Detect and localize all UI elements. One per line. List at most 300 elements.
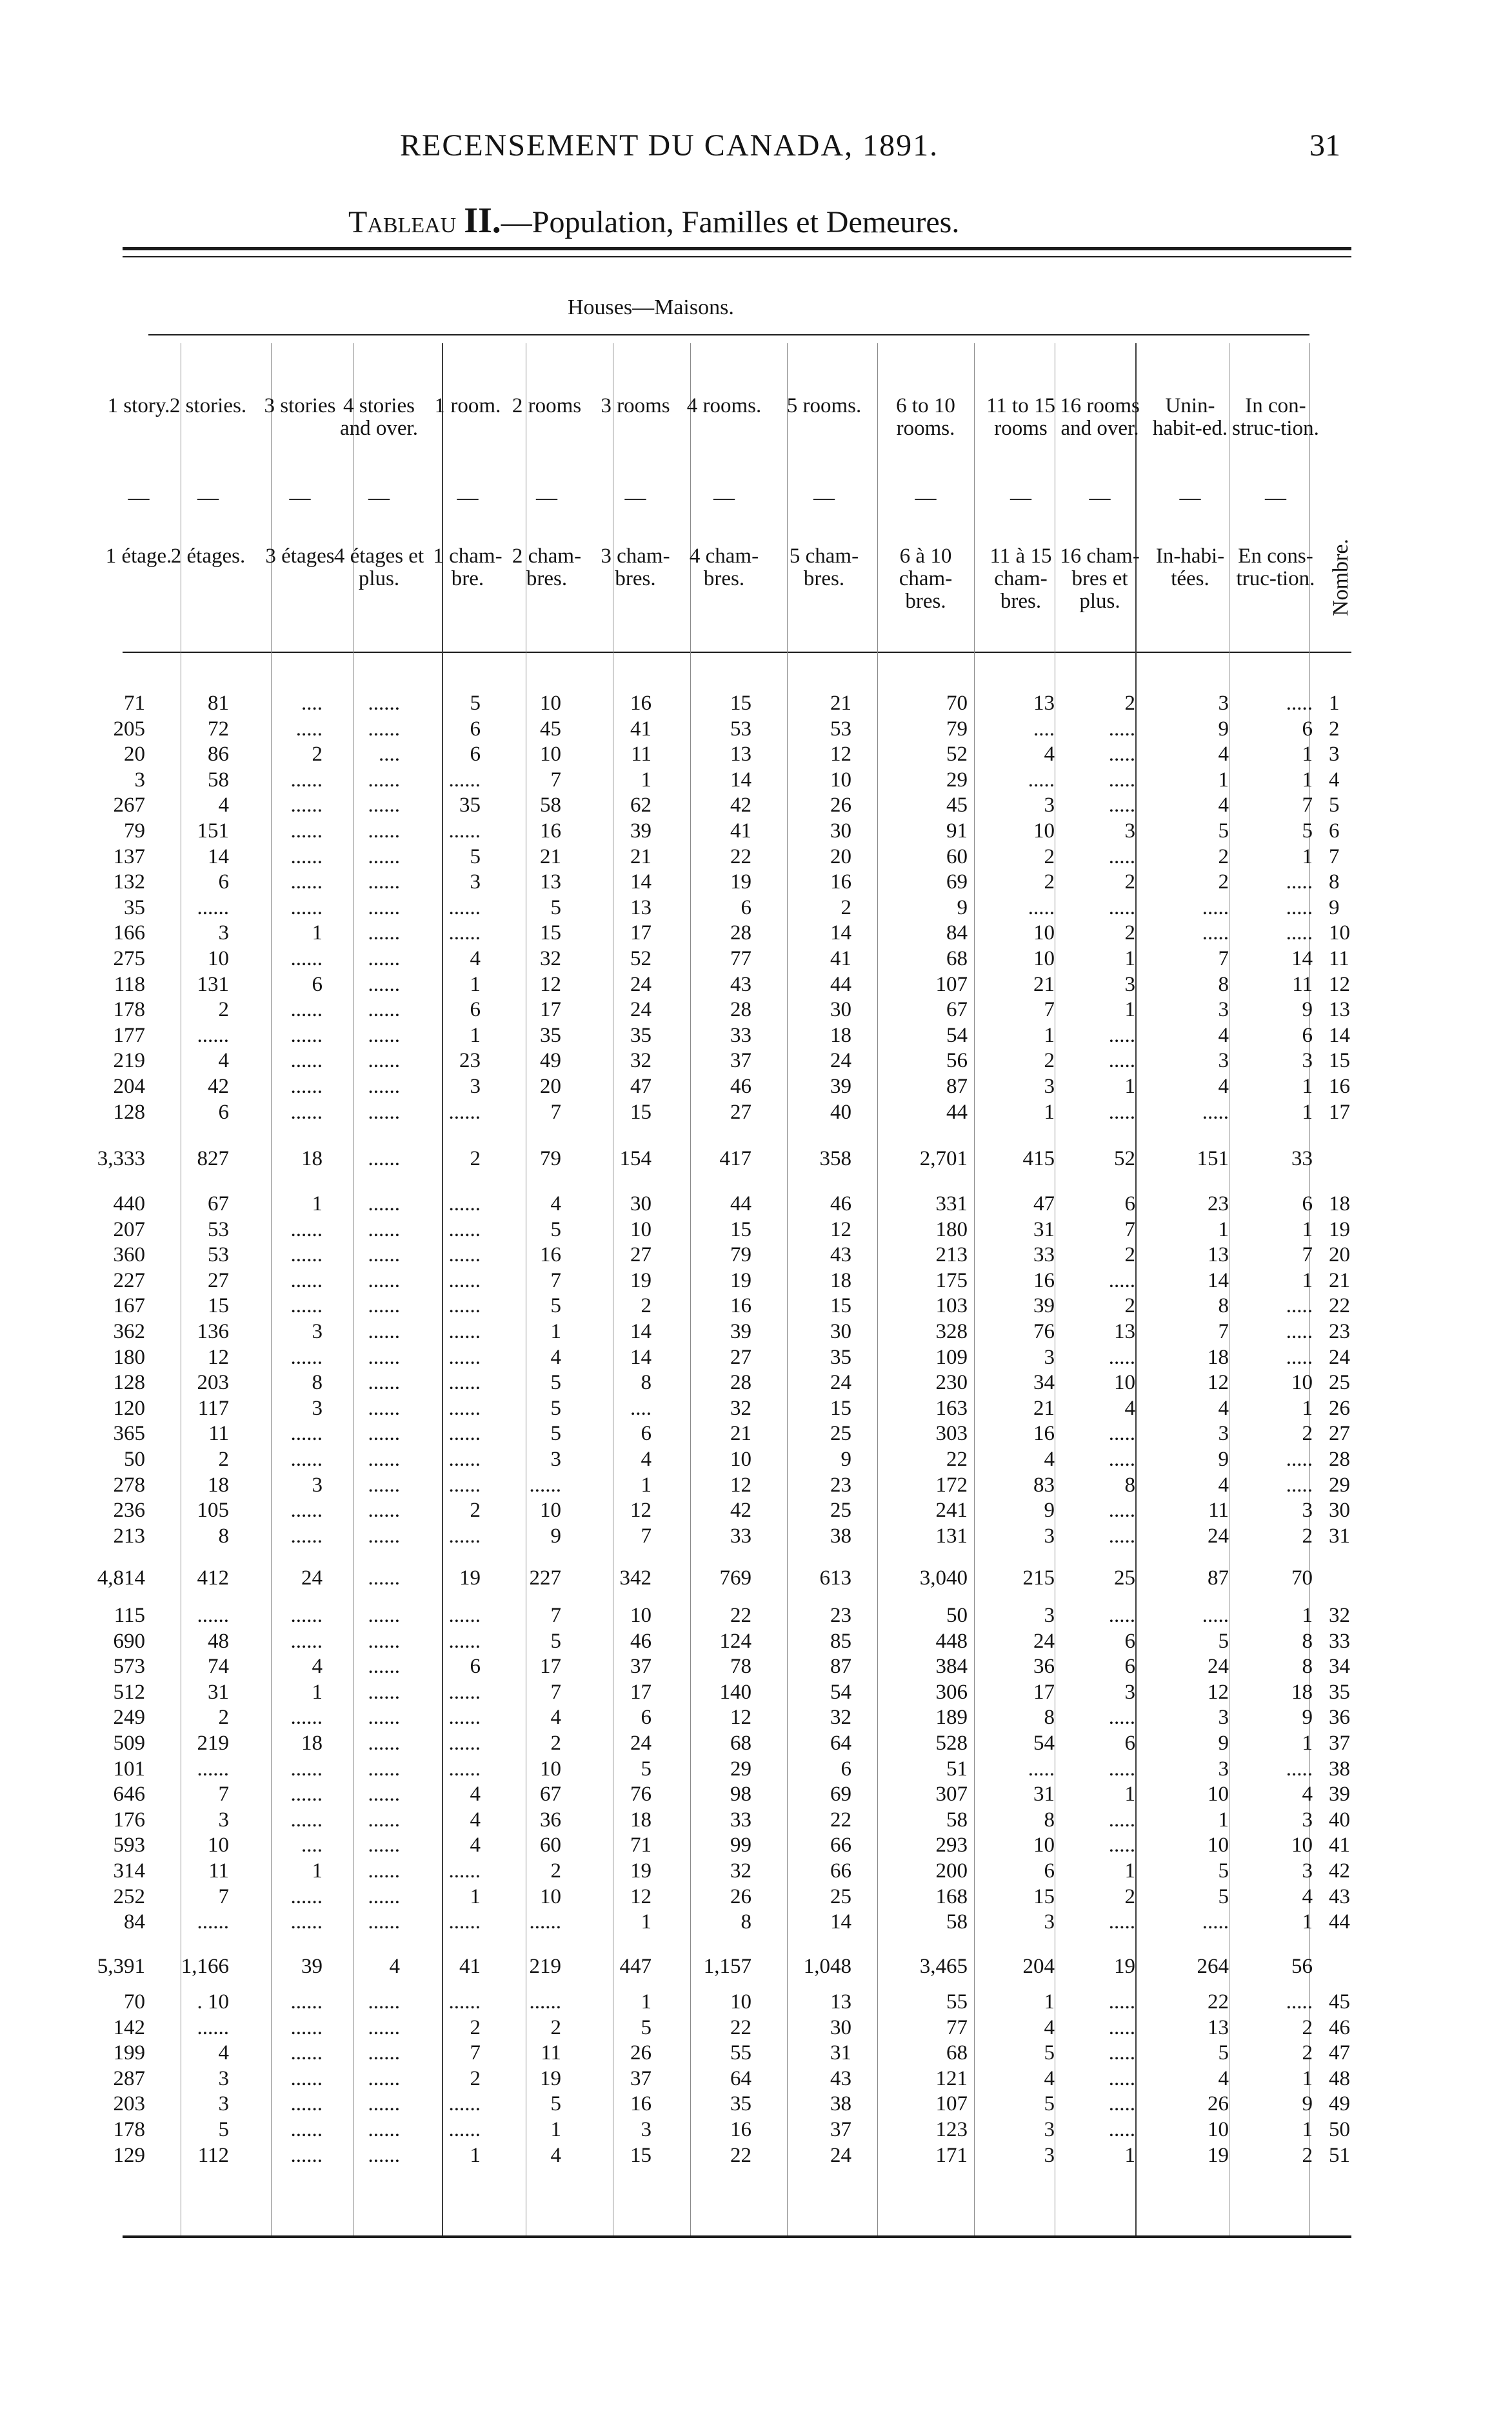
table-row-cell: 81 <box>208 692 229 715</box>
table-row-cell: 2 <box>1124 1885 1135 1908</box>
table-row-cell: 5 <box>218 2118 229 2141</box>
table-row-cell: 10 <box>630 1218 652 1241</box>
table-row-cell: 49 <box>540 1049 561 1072</box>
table-row-cell: 18 <box>208 1474 229 1497</box>
table-row-cell: ...... <box>368 973 400 996</box>
table-row-cell: 30 <box>1329 1499 1350 1522</box>
table-row-cell: 64 <box>830 1732 851 1755</box>
table-row-cell: ..... <box>1202 1101 1229 1124</box>
table-row-cell: 67 <box>540 1783 561 1806</box>
table-row-cell: 48 <box>208 1630 229 1653</box>
table-row-cell: 3 <box>1044 1524 1055 1548</box>
table-row-cell: ...... <box>368 1075 400 1098</box>
table-row-cell: 32 <box>830 1706 851 1729</box>
table-row-cell: 39 <box>630 819 652 843</box>
table-row-cell: 5 <box>1218 819 1229 843</box>
table-row-cell: 1 <box>1044 1990 1055 2014</box>
table-row-cell: 16 <box>1329 1075 1350 1098</box>
subtotal-cell: 769 <box>719 1566 751 1590</box>
table-row-cell: 36 <box>1329 1706 1350 1729</box>
table-row-cell: 5 <box>550 896 561 919</box>
table-row-cell: 3 <box>1044 1604 1055 1627</box>
table-row-cell: ...... <box>368 870 400 894</box>
table-row-cell: ...... <box>368 1783 400 1806</box>
table-row-cell: ...... <box>368 1371 400 1394</box>
table-row-cell: 2 <box>218 998 229 1021</box>
table-row-cell: 28 <box>1329 1448 1350 1471</box>
header-dash: — <box>1265 486 1286 510</box>
table-row-cell: 1 <box>470 1024 481 1047</box>
table-row-cell: 18 <box>1291 1681 1313 1704</box>
table-row-cell: ...... <box>448 1371 481 1394</box>
subtotal-cell: 18 <box>301 1147 323 1170</box>
column-header-en: 3 rooms <box>601 394 670 417</box>
table-row-cell: ...... <box>290 1346 323 1369</box>
table-row-cell: 9 <box>1044 1499 1055 1522</box>
subtotal-cell: 24 <box>301 1566 323 1590</box>
table-row-cell: 1 <box>1302 1101 1313 1124</box>
table-row-cell: ...... <box>368 1885 400 1908</box>
table-row-cell: 3 <box>1218 692 1229 715</box>
subtotal-cell: 79 <box>540 1147 561 1170</box>
table-row-cell: 101 <box>113 1757 145 1781</box>
table-row-cell: ...... <box>368 1101 400 1124</box>
subtotal-cell: 1,166 <box>181 1955 229 1978</box>
column-header-fr: 6 à 10 cham-bres. <box>899 545 953 613</box>
table-row-cell: 1 <box>470 1885 481 1908</box>
subtotal-cell: 358 <box>819 1147 851 1170</box>
subtotal-cell: 412 <box>197 1566 229 1590</box>
table-row-cell: 2 <box>550 1859 561 1883</box>
table-row-cell: 21 <box>1329 1269 1350 1292</box>
table-row-cell: ..... <box>1108 1422 1135 1445</box>
table-row-cell: ...... <box>368 1706 400 1729</box>
subtotal-cell: 1,048 <box>803 1955 851 1978</box>
table-row-cell: 365 <box>113 1422 145 1445</box>
table-row-cell: 5 <box>1218 1885 1229 1908</box>
table-row-cell: ...... <box>448 1990 481 2014</box>
table-row-cell: 3 <box>1218 998 1229 1021</box>
table-row-cell: 12 <box>1329 973 1350 996</box>
table-row-cell: 10 <box>540 1885 561 1908</box>
table-row-cell: 47 <box>630 1075 652 1098</box>
table-row-cell: 200 <box>935 1859 968 1883</box>
table-row-cell: ..... <box>1202 1910 1229 1934</box>
table-row-cell: 49 <box>1329 2092 1350 2115</box>
table-row-cell: 15 <box>730 1218 751 1241</box>
table-row-cell: 9 <box>1218 717 1229 741</box>
table-row-cell: 68 <box>946 2041 968 2064</box>
table-row-cell: 6 <box>1124 1655 1135 1678</box>
table-row-cell: 5 <box>550 1294 561 1317</box>
table-row-cell: 3 <box>312 1474 323 1497</box>
table-row-cell: 35 <box>459 794 481 817</box>
table-row-cell: ..... <box>1202 1604 1229 1627</box>
table-row-cell: ...... <box>290 1706 323 1729</box>
header-dash: — <box>624 486 646 510</box>
table-row-cell: ...... <box>368 819 400 843</box>
table-row-cell: ...... <box>368 692 400 715</box>
table-row-cell: ...... <box>448 1218 481 1241</box>
table-row-cell: 1 <box>1124 2144 1135 2167</box>
table-row-cell: 8 <box>312 1371 323 1394</box>
table-row-cell: ...... <box>368 1604 400 1627</box>
table-row-cell: 2 <box>470 2067 481 2090</box>
subtotal-cell: 447 <box>619 1955 652 1978</box>
table-row-cell: 10 <box>1208 1834 1229 1857</box>
table-row-cell: 42 <box>208 1075 229 1098</box>
table-row-cell: ...... <box>368 1422 400 1445</box>
table-row-cell: 303 <box>935 1422 968 1445</box>
table-row-cell: 4 <box>312 1655 323 1678</box>
table-row-cell: ...... <box>368 896 400 919</box>
table-row-cell: 24 <box>1208 1524 1229 1548</box>
table-row-cell: 18 <box>830 1024 851 1047</box>
table-row-cell: 21 <box>1033 973 1055 996</box>
table-row-cell: ..... <box>1108 845 1135 868</box>
table-row-cell: 38 <box>1329 1757 1350 1781</box>
column-header-fr: 1 étage. <box>105 545 172 568</box>
table-row-cell: 99 <box>730 1834 751 1857</box>
table-row-cell: 7 <box>1044 998 1055 1021</box>
table-row-cell: ...... <box>448 896 481 919</box>
column-header-fr: 2 étages. <box>170 545 246 568</box>
table-row-cell: 3 <box>218 1808 229 1832</box>
table-row-cell: 40 <box>1329 1808 1350 1832</box>
table-row-cell: 3 <box>1218 1706 1229 1729</box>
table-row-cell: 12 <box>830 1218 851 1241</box>
table-row-cell: 3 <box>1302 1808 1313 1832</box>
table-row-cell: 1 <box>641 768 652 792</box>
table-row-cell: 213 <box>935 1243 968 1266</box>
table-row-cell: ...... <box>290 2041 323 2064</box>
table-row-cell: 241 <box>935 1499 968 1522</box>
table-row-cell: 2 <box>218 1706 229 1729</box>
table-row-cell: 1 <box>1124 998 1135 1021</box>
table-row-cell: ...... <box>290 1885 323 1908</box>
table-row-cell: 109 <box>935 1346 968 1369</box>
table-row-cell: 72 <box>208 717 229 741</box>
table-row-cell: 3 <box>312 1397 323 1420</box>
table-row-cell: 35 <box>1329 1681 1350 1704</box>
table-row-cell: 4 <box>1218 1075 1229 1098</box>
table-row-cell: 18 <box>830 1269 851 1292</box>
table-row-cell: ..... <box>1028 1757 1055 1781</box>
column-rule <box>1135 343 1137 2235</box>
table-row-cell: 13 <box>540 870 561 894</box>
table-row-cell: 6 <box>1302 717 1313 741</box>
table-row-cell: ...... <box>448 921 481 945</box>
table-row-cell: 43 <box>830 1243 851 1266</box>
table-row-cell: ...... <box>290 1101 323 1124</box>
table-row-cell: 1 <box>1218 1218 1229 1241</box>
table-row-cell: 4 <box>1302 1885 1313 1908</box>
table-row-cell: 31 <box>1033 1783 1055 1806</box>
table-row-cell: 32 <box>630 1049 652 1072</box>
subtotal-cell: 39 <box>301 1955 323 1978</box>
table-row-cell: 166 <box>113 921 145 945</box>
table-row-cell: 58 <box>946 1808 968 1832</box>
table-row-cell: 4 <box>1044 2016 1055 2039</box>
table-row-cell: 51 <box>1329 2144 1350 2167</box>
table-row-cell: 42 <box>730 794 751 817</box>
table-row-cell: ...... <box>448 1474 481 1497</box>
table-row-cell: 8 <box>1044 1706 1055 1729</box>
table-row-cell: 278 <box>113 1474 145 1497</box>
table-row-cell: 26 <box>630 2041 652 2064</box>
table-row-cell: 203 <box>197 1371 229 1394</box>
table-row-cell: 2 <box>1124 921 1135 945</box>
column-header-en: 2 rooms <box>512 394 582 417</box>
supergroup-heading: Houses—Maisons. <box>568 295 734 319</box>
table-row-cell: 50 <box>124 1448 145 1471</box>
column-header-en: 3 stories <box>264 394 336 417</box>
table-row-cell: 8 <box>218 1524 229 1548</box>
table-row-cell: ...... <box>197 1757 229 1781</box>
table-row-cell: 180 <box>935 1218 968 1241</box>
column-header-fr: 4 cham-bres. <box>689 545 759 590</box>
table-row-cell: 76 <box>1033 1320 1055 1343</box>
table-row-cell: ...... <box>448 819 481 843</box>
table-row-cell: 1 <box>1302 1397 1313 1420</box>
table-row-cell: 227 <box>113 1269 145 1292</box>
table-row-cell: 33 <box>1329 1630 1350 1653</box>
table-row-cell: 6 <box>1124 1630 1135 1653</box>
table-row-cell: 3 <box>1218 1049 1229 1072</box>
table-row-cell: ...... <box>368 1499 400 1522</box>
table-row-cell: 24 <box>630 1732 652 1755</box>
table-row-cell: 1 <box>550 1320 561 1343</box>
subtotal-cell: 154 <box>619 1147 652 1170</box>
table-row-cell: 16 <box>630 2092 652 2115</box>
table-row-cell: 18 <box>301 1732 323 1755</box>
table-row-cell: 4 <box>218 2041 229 2064</box>
table-row-cell: 7 <box>218 1885 229 1908</box>
table-row-cell: 24 <box>830 1371 851 1394</box>
column-header-en: 1 room. <box>434 394 501 417</box>
table-row-cell: ..... <box>1108 2016 1135 2039</box>
table-row-cell: 2 <box>1044 845 1055 868</box>
table-row-cell: 3 <box>218 2067 229 2090</box>
table-row-cell: 33 <box>730 1808 751 1832</box>
column-rule <box>690 343 691 2235</box>
table-row-cell: ...... <box>290 1630 323 1653</box>
table-row-cell: ...... <box>529 1990 561 2014</box>
table-row-cell: 2 <box>218 1448 229 1471</box>
table-row-cell: 23 <box>1208 1192 1229 1215</box>
header-dash: — <box>813 486 835 510</box>
table-row-cell: 1 <box>1302 2067 1313 2090</box>
table-row-cell: 10 <box>1208 2118 1229 2141</box>
table-row-cell: 17 <box>540 998 561 1021</box>
table-row-cell: 53 <box>730 717 751 741</box>
table-row-cell: 27 <box>730 1346 751 1369</box>
table-row-cell: ...... <box>368 1294 400 1317</box>
table-row-cell: ...... <box>368 794 400 817</box>
table-row-cell: ...... <box>368 768 400 792</box>
table-row-cell: ..... <box>1108 717 1135 741</box>
column-rule <box>353 343 354 2235</box>
table-row-cell: ...... <box>197 1910 229 1934</box>
table-row-cell: 43 <box>1329 1885 1350 1908</box>
table-row-cell: ...... <box>448 1681 481 1704</box>
table-row-cell: 62 <box>630 794 652 817</box>
header-dash: — <box>128 486 150 510</box>
table-row-cell: 13 <box>1208 1243 1229 1266</box>
table-row-cell: ..... <box>1108 794 1135 817</box>
table-row-cell: 2 <box>641 1294 652 1317</box>
table-row-cell: 58 <box>540 794 561 817</box>
table-row-cell: 10 <box>208 1834 229 1857</box>
table-row-cell: 1 <box>1044 1024 1055 1047</box>
table-row-cell: 6 <box>841 1757 851 1781</box>
table-row-cell: ...... <box>368 1346 400 1369</box>
table-row-cell: 51 <box>946 1757 968 1781</box>
subtotal-cell: 219 <box>529 1955 561 1978</box>
table-row-cell: 32 <box>730 1859 751 1883</box>
table-row-cell: ..... <box>1028 896 1055 919</box>
table-row-cell: ...... <box>448 1757 481 1781</box>
table-row-cell: 103 <box>935 1294 968 1317</box>
table-row-cell: ...... <box>368 1448 400 1471</box>
subtotal-cell: 613 <box>819 1566 851 1590</box>
table-row-cell: ...... <box>290 1499 323 1522</box>
table-number: II. <box>464 201 501 241</box>
table-row-cell: 15 <box>830 1397 851 1420</box>
table-row-cell: 360 <box>113 1243 145 1266</box>
table-row-cell: 219 <box>197 1732 229 1755</box>
table-row-cell: 4 <box>1218 1474 1229 1497</box>
table-row-cell: 8 <box>1329 870 1340 894</box>
table-row-cell: 55 <box>730 2041 751 2064</box>
table-row-cell: ...... <box>290 2118 323 2141</box>
table-row-cell: 171 <box>935 2144 968 2167</box>
table-row-cell: ...... <box>290 819 323 843</box>
table-row-cell: 10 <box>208 947 229 970</box>
table-row-cell: 440 <box>113 1192 145 1215</box>
table-row-cell: 46 <box>730 1075 751 1098</box>
table-row-cell: ...... <box>290 1783 323 1806</box>
table-row-cell: 1 <box>312 1681 323 1704</box>
table-row-cell: 151 <box>197 819 229 843</box>
table-row-cell: 8 <box>1218 973 1229 996</box>
table-row-cell: 646 <box>113 1783 145 1806</box>
table-row-cell: ...... <box>368 2118 400 2141</box>
table-row-cell: 16 <box>830 870 851 894</box>
table-row-cell: 39 <box>1033 1294 1055 1317</box>
table-row-cell: ...... <box>368 1024 400 1047</box>
table-row-cell: 25 <box>1329 1371 1350 1394</box>
table-row-cell: 39 <box>1329 1783 1350 1806</box>
table-row-cell: ...... <box>368 2092 400 2115</box>
table-row-cell: 53 <box>208 1218 229 1241</box>
table-row-cell: 107 <box>935 2092 968 2115</box>
table-row-cell: 8 <box>1218 1294 1229 1317</box>
table-row-cell: 4 <box>470 1783 481 1806</box>
header-bottom-rule <box>123 652 1351 653</box>
table-row-cell: 2 <box>1124 870 1135 894</box>
column-header-en: 4 stories and over. <box>340 394 418 440</box>
table-row-cell: 690 <box>113 1630 145 1653</box>
table-row-cell: 44 <box>830 973 851 996</box>
subtotal-cell: 215 <box>1022 1566 1055 1590</box>
table-row-cell: 7 <box>1329 845 1340 868</box>
column-rule <box>974 343 975 2235</box>
table-row-cell: ...... <box>368 921 400 945</box>
running-title: RECENSEMENT DU CANADA, 1891. <box>400 128 939 163</box>
table-row-cell: 84 <box>124 1910 145 1934</box>
table-row-cell: 30 <box>630 1192 652 1215</box>
table-row-cell: ..... <box>1202 921 1229 945</box>
table-row-cell: 64 <box>730 2067 751 2090</box>
table-row-cell: 384 <box>935 1655 968 1678</box>
table-row-cell: 41 <box>830 947 851 970</box>
table-row-cell: 20 <box>124 743 145 766</box>
table-row-cell: ...... <box>448 1524 481 1548</box>
table-row-cell: 205 <box>113 717 145 741</box>
table-row-cell: 79 <box>946 717 968 741</box>
table-row-cell: ...... <box>290 1448 323 1471</box>
table-row-cell: 105 <box>197 1499 229 1522</box>
table-row-cell: ..... <box>1286 1757 1313 1781</box>
table-row-cell: 107 <box>935 973 968 996</box>
table-row-cell: .... <box>379 743 400 766</box>
table-row-cell: 7 <box>470 2041 481 2064</box>
table-row-cell: 47 <box>1033 1192 1055 1215</box>
table-row-cell: 34 <box>1033 1371 1055 1394</box>
table-row-cell: 7 <box>218 1783 229 1806</box>
table-row-cell: 4 <box>641 1448 652 1471</box>
table-row-cell: 5 <box>1302 819 1313 843</box>
table-row-cell: 1 <box>1044 1101 1055 1124</box>
table-row-cell: ...... <box>448 1630 481 1653</box>
table-row-cell: 66 <box>830 1859 851 1883</box>
table-row-cell: 3 <box>1302 1499 1313 1522</box>
table-row-cell: 18 <box>1208 1346 1229 1369</box>
table-row-cell: 68 <box>730 1732 751 1755</box>
table-row-cell: ...... <box>368 1808 400 1832</box>
table-row-cell: 42 <box>1329 1859 1350 1883</box>
table-row-cell: 35 <box>124 896 145 919</box>
table-row-cell: 131 <box>197 973 229 996</box>
table-row-cell: 19 <box>540 2067 561 2090</box>
table-row-cell: 6 <box>470 717 481 741</box>
table-row-cell: 74 <box>208 1655 229 1678</box>
table-row-cell: 306 <box>935 1681 968 1704</box>
subtotal-cell: 3,040 <box>919 1566 968 1590</box>
table-row-cell: 4 <box>550 1346 561 1369</box>
table-row-cell: 58 <box>208 768 229 792</box>
table-row-cell: 12 <box>1208 1681 1229 1704</box>
table-row-cell: ...... <box>290 1808 323 1832</box>
table-row-cell: 23 <box>830 1474 851 1497</box>
table-row-cell: 331 <box>935 1192 968 1215</box>
table-row-cell: ...... <box>448 1859 481 1883</box>
table-row-cell: 2 <box>1302 1422 1313 1445</box>
table-row-cell: 8 <box>1302 1655 1313 1678</box>
table-row-cell: ...... <box>290 1524 323 1548</box>
table-row-cell: 22 <box>1329 1294 1350 1317</box>
table-row-cell: 178 <box>113 2118 145 2141</box>
table-row-cell: 25 <box>830 1499 851 1522</box>
table-row-cell: 76 <box>630 1783 652 1806</box>
table-row-cell: ...... <box>368 1655 400 1678</box>
table-label: Tableau <box>348 205 457 239</box>
table-row-cell: 4 <box>218 1049 229 1072</box>
subtotal-cell: 87 <box>1208 1566 1229 1590</box>
table-row-cell: 1 <box>550 2118 561 2141</box>
table-row-cell: ...... <box>368 1192 400 1215</box>
